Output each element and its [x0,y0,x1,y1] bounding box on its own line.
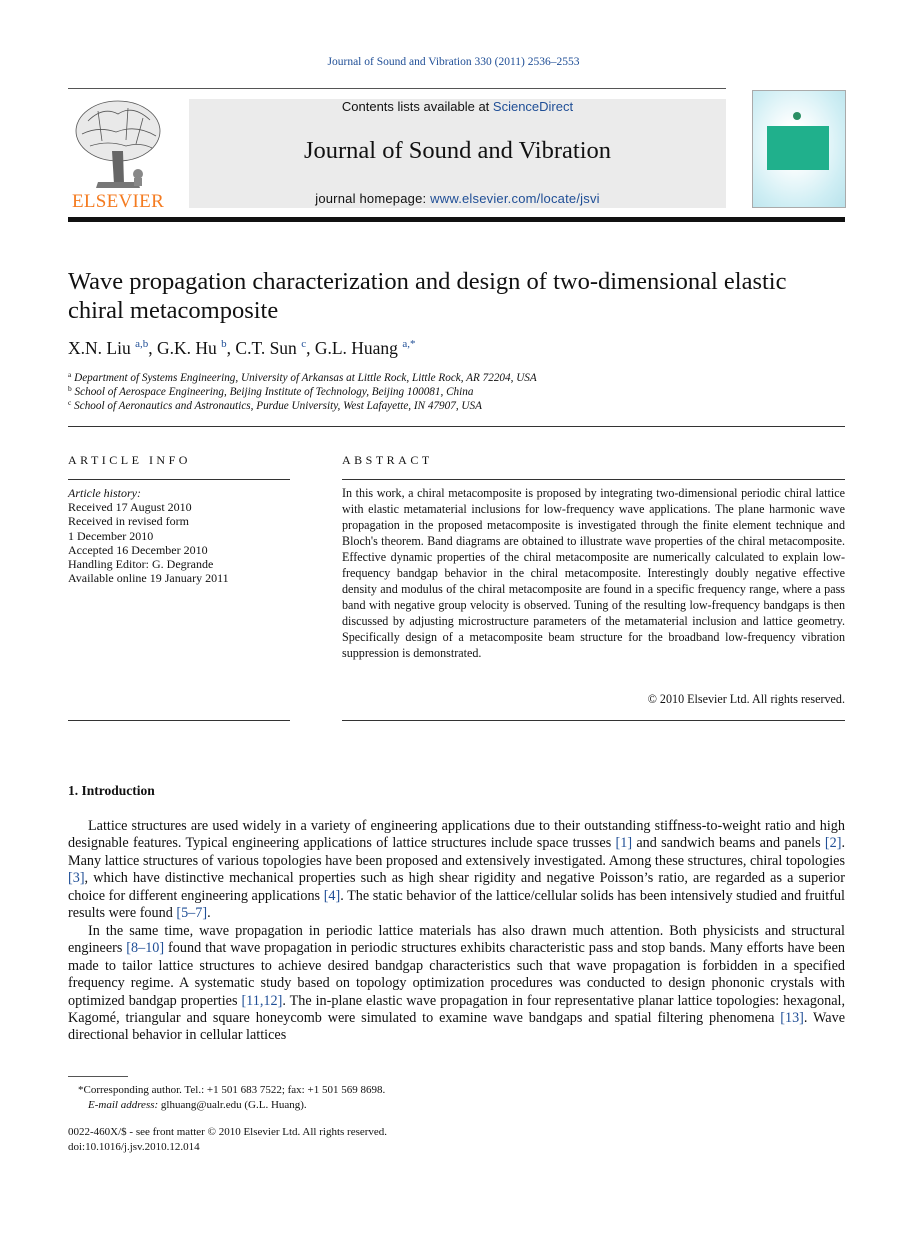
author-name: G.K. Hu [156,338,217,358]
history-line: 1 December 2010 [68,528,154,543]
history-line: Received in revised form [68,514,189,529]
affiliation-divider [68,426,845,427]
affiliation-text: Department of Systems Engineering, University of Arkansas at Little Rock, Little Rock, AR 72204, USA [74,372,537,384]
journal-citation[interactable]: Journal of Sound and Vibration 330 (2011) 2536–2553 [327,56,580,68]
author-list: X.N. Liu $^{a,b}$, G.K. Hu $^b$, C.T. Sun $^c$, G.L. Huang $^{a,*}$ [68,338,416,358]
history-line: Available online 19 January 2011 [68,571,229,586]
history-line: Accepted 16 December 2010 [68,542,208,557]
author-name: C.T. Sun [235,338,297,358]
author-affiliation-mark[interactable]: a,b [135,338,149,350]
abstract-divider [342,479,845,480]
doi-line[interactable]: doi:10.1016/j.jsv.2010.12.014 [68,1141,200,1153]
article-info-bottom-rule [68,720,290,721]
cover-title-block [767,126,829,170]
abstract-copyright: © 2010 Elsevier Ltd. All rights reserved. [647,692,845,706]
publisher-wordmark: ELSEVIER [71,191,165,212]
header-top-rule [68,88,726,89]
affiliation-mark: b [68,384,72,393]
contents-line [189,99,726,114]
email-label: E-mail address: [88,1099,159,1111]
author-name: G.L. Huang [314,338,398,358]
reference-link[interactable]: [3] [68,870,85,887]
history-line: Received 17 August 2010 [68,500,192,515]
affiliation-mark: a [68,370,72,379]
reference-link[interactable]: [8–10] [126,940,165,957]
cover-emblem-icon [793,112,801,120]
affiliation-text: School of Aerospace Engineering, Beijing Institute of Technology, Beijing 100081, China [74,386,474,398]
front-matter-line: 0022-460X/$ - see front matter © 2010 Elsevier Ltd. All rights reserved. [68,1126,388,1138]
asterisk-mark: * [78,1084,84,1096]
homepage-prefix: journal homepage: [315,191,431,206]
history-line: Handling Editor: G. Degrande [68,557,214,572]
reference-link[interactable]: [4] [323,887,341,904]
affiliation [68,398,482,412]
homepage-line [189,191,726,206]
abstract-heading: ABSTRACT [342,453,433,467]
corresponding-author-note: *Corresponding author. Tel.: +1 501 683 7522; fax: +1 501 569 8698. [78,1084,386,1096]
article-info-heading: ARTICLE INFO [68,453,191,467]
intro-body [68,818,845,1045]
affiliation-mark: c [68,398,72,407]
footnote-rule [68,1076,128,1077]
reference-link[interactable]: [13] [780,1009,804,1026]
article-info-divider [68,479,290,480]
email-address[interactable]: glhuang@ualr.edu (G.L. Huang). [158,1099,307,1111]
journal-title: Journal of Sound and Vibration [303,137,611,164]
affiliation [68,384,473,398]
author-affiliation-mark[interactable]: b [221,338,227,350]
author-name: X.N. Liu [68,338,131,358]
author-affiliation-mark[interactable]: c [301,338,307,350]
reference-link[interactable]: [5–7] [176,905,208,922]
paragraph: In the same time, wave propagation in periodic lattice materials has also drawn much attention. Both physicists and structural engineers [8–10] found that wave propagation in periodic structures exhibits characteristic pass and stop bands. Many efforts have been made to tailor lattice structures to achieve desired bandgap characteristics such that wave propagation is forbidden in a specified frequency regime. A systematic study based on topology optimization procedures was conducted to design phononic crystals with optimized bandgap properties [11,12]. The in-plane elastic wave propagation in four representative planar lattice topologies: hexagonal, Kagomé, triangular and square honeycomb were simulated to examine wave bandgaps and spatial filtering phenomena [13]. Wave directional behavior in cellular lattices [68,922,845,1044]
header-thick-rule [68,217,845,222]
affiliation-text: School of Aeronautics and Astronautics, Purdue University, West Lafayette, IN 47907, USA [74,400,482,412]
contents-prefix: Contents lists available at [341,99,493,114]
affiliation [68,370,537,384]
elsevier-tree-logo [68,96,168,190]
history-label: Article history: [68,486,141,500]
abstract-bottom-rule [342,720,845,721]
homepage-link[interactable]: www.elsevier.com/locate/jsvi [430,191,600,206]
article-title: Wave propagation characterization and design of two-dimensional elastic chiral metacomposite [68,268,787,324]
section-heading: 1. Introduction [68,783,155,798]
reference-link[interactable]: [1] [615,835,633,852]
sciencedirect-link[interactable]: ScienceDirect [492,99,574,114]
author-affiliation-mark[interactable]: a,* [402,338,416,350]
abstract-text: In this work, a chiral metacomposite is proposed by integrating two-dimensional periodic chiral lattice with elastic metamaterial inclusions for low-frequency wave applications. The plane harmonic wave propagation in the proposed metacomposite is investigated through the finite element technique and Bloch's theorem. Band diagrams are obtained to illustrate wave properties of the chiral metacomposite. Effective dynamic properties of the chiral metacomposite are numerically calculated to explain low-frequency bandgap behavior in the chiral metacomposite. Interestingly doubly negative effective density and modulus of the chiral metacomposite are found in a specific frequency range, where a pass band with negative group velocity is observed. Tuning of the resulting low-frequency bandgaps is then discussed by adjusting microstructure parameters of the metamaterial inclusion and lattice geometry. Specifically design of a metacomposite beam structure for the broadband low-frequency vibration suppression is demonstrated. [342,486,845,660]
article-history [68,486,229,585]
paragraph: Lattice structures are used widely in a variety of engineering applications due to their outstanding stiffness-to-weight ratio and high designable features. Typical engineering applications of lattice structures include space trusses [1] and sandwich beams and panels [2]. Many lattice structures of various topologies have been proposed and extensively investigated. Among these structures, chiral topologies [3], which have distinctive mechanical properties such as high shear rigidity and negative Poisson’s ratio, are regarded as a superior choice for different engineering applications [4]. The static behavior of the lattice/cellular solids has been intensively studied and fruitful results were found [5–7]. [68,818,845,922]
email-note [88,1099,307,1111]
reference-link[interactable]: [11,12] [241,992,283,1009]
reference-link[interactable]: [2] [824,835,842,852]
